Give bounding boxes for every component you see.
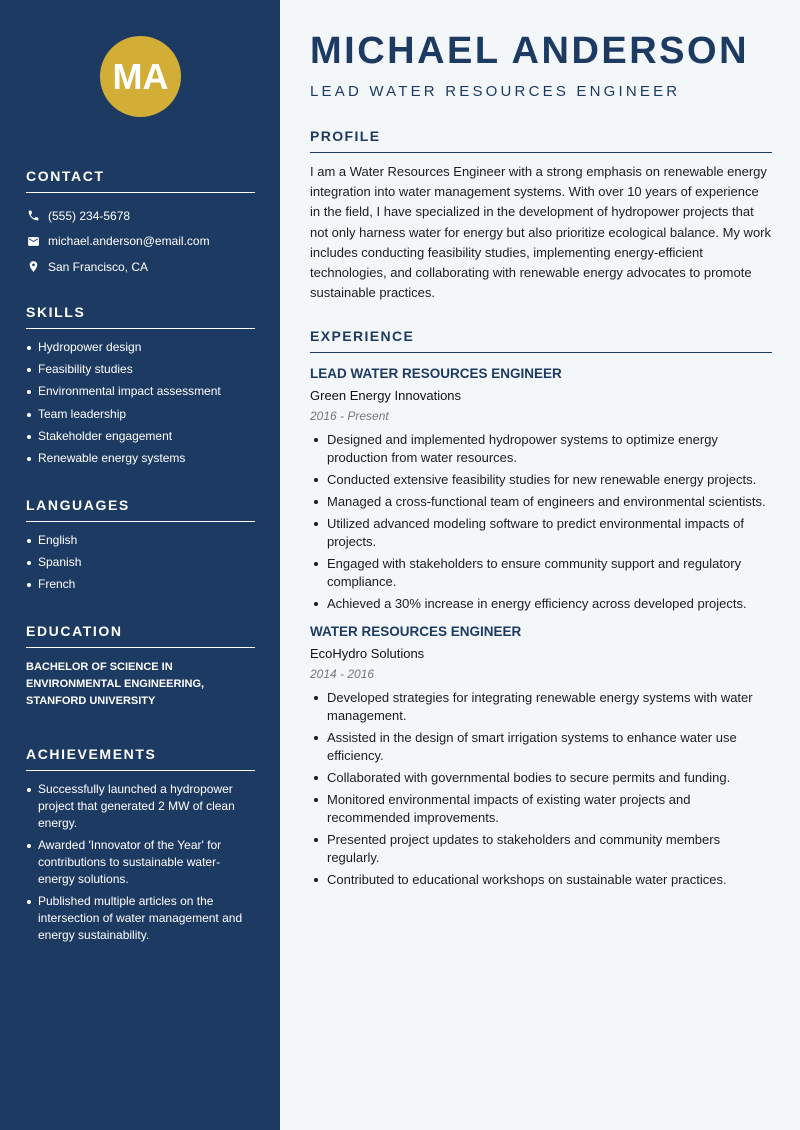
skill-item: Stakeholder engagement — [26, 428, 255, 445]
achievement-item: Published multiple articles on the intersection of water management and energy sustainability. — [26, 893, 255, 944]
responsibility-item: Achieved a 30% increase in energy efficiency across developed projects. — [310, 595, 772, 613]
experience-heading: EXPERIENCE — [310, 328, 772, 353]
languages-list — [26, 532, 255, 593]
contact-list — [26, 203, 255, 280]
responsibility-item: Collaborated with governmental bodies to secure permits and funding. — [310, 769, 772, 787]
responsibility-item: Utilized advanced modeling software to predict environmental impacts of projects. — [310, 515, 772, 551]
job-entry — [310, 624, 772, 889]
language-item: English — [26, 532, 255, 549]
skills-list — [26, 339, 255, 467]
achievements-heading: ACHIEVEMENTS — [26, 746, 255, 771]
language-item: French — [26, 576, 255, 593]
skill-item: Renewable energy systems — [26, 450, 255, 467]
languages-heading: LANGUAGES — [26, 497, 255, 522]
responsibility-item: Presented project updates to stakeholders and community members regularly. — [310, 831, 772, 867]
responsibility-item: Managed a cross-functional team of engineers and environmental scientists. — [310, 493, 772, 511]
achievements-section — [26, 746, 255, 950]
mail-icon — [26, 234, 40, 248]
profile-section — [310, 128, 772, 303]
skill-item: Team leadership — [26, 406, 255, 423]
achievement-item: Successfully launched a hydropower project that generated 2 MW of clean energy. — [26, 781, 255, 832]
contact-email-text: michael.anderson@email.com — [48, 234, 210, 249]
skill-item: Environmental impact assessment — [26, 383, 255, 400]
responsibility-item: Designed and implemented hydropower systems to optimize energy production from water resources. — [310, 431, 772, 467]
job-responsibilities — [310, 431, 772, 613]
skill-item: Feasibility studies — [26, 361, 255, 378]
responsibility-item: Assisted in the design of smart irrigation systems to enhance water use efficiency. — [310, 729, 772, 765]
profile-heading: PROFILE — [310, 128, 772, 153]
contact-email — [26, 229, 255, 255]
responsibility-item: Conducted extensive feasibility studies for new renewable energy projects. — [310, 471, 772, 489]
sidebar — [0, 0, 280, 1130]
skill-item: Hydropower design — [26, 339, 255, 356]
job-title: WATER RESOURCES ENGINEER — [310, 624, 522, 639]
experience-section — [310, 328, 772, 893]
responsibility-item: Developed strategies for integrating renewable energy systems with water management. — [310, 689, 772, 725]
language-item: Spanish — [26, 554, 255, 571]
responsibility-item: Monitored environmental impacts of existing water projects and recommended improvements. — [310, 791, 772, 827]
job-company: Green Energy Innovations — [310, 388, 462, 403]
contact-location — [26, 254, 255, 280]
contact-heading: CONTACT — [26, 168, 255, 193]
location-pin-icon — [26, 260, 40, 274]
phone-icon — [26, 209, 40, 223]
job-dates: 2016 - Present — [310, 409, 389, 423]
languages-section — [26, 497, 255, 599]
job-title: LEAD WATER RESOURCES ENGINEER — [310, 366, 562, 381]
achievement-item: Awarded 'Innovator of the Year' for contributions to sustainable water-energy solutions. — [26, 837, 255, 888]
job-responsibilities — [310, 689, 772, 889]
avatar-initials: MA — [100, 36, 181, 117]
education-heading: EDUCATION — [26, 623, 255, 648]
contact-phone-text: (555) 234-5678 — [48, 208, 131, 223]
job-entry — [310, 366, 772, 613]
responsibility-item: Contributed to educational workshops on sustainable water practices. — [310, 871, 772, 889]
profile-text: I am a Water Resources Engineer with a strong emphasis on renewable energy integration into water management systems. With over 10 years of experience in the field, I have specialized in the development of hydropower projects that not only harness water for energy but also prioritize ecological balance. My work includes conducting feasibility studies, implementing energy-efficient technologies, and collaborating with renewable energy advocates to promote sustainable practices. — [310, 164, 772, 301]
contact-location-text: San Francisco, CA — [48, 259, 149, 274]
responsibility-item: Engaged with stakeholders to ensure community support and regulatory compliance. — [310, 555, 772, 591]
job-dates: 2014 - 2016 — [310, 667, 375, 681]
candidate-role: LEAD WATER RESOURCES ENGINEER — [310, 83, 681, 100]
candidate-name: MICHAEL ANDERSON — [310, 30, 750, 72]
job-company: EcoHydro Solutions — [310, 646, 425, 661]
contact-section — [26, 168, 255, 280]
skills-section — [26, 304, 255, 472]
contact-phone — [26, 203, 255, 229]
skills-heading: SKILLS — [26, 304, 255, 329]
education-degree: BACHELOR OF SCIENCE IN ENVIRONMENTAL ENGINEERING, STANFORD UNIVERSITY — [26, 661, 205, 707]
education-section — [26, 623, 255, 710]
achievements-list — [26, 781, 255, 944]
